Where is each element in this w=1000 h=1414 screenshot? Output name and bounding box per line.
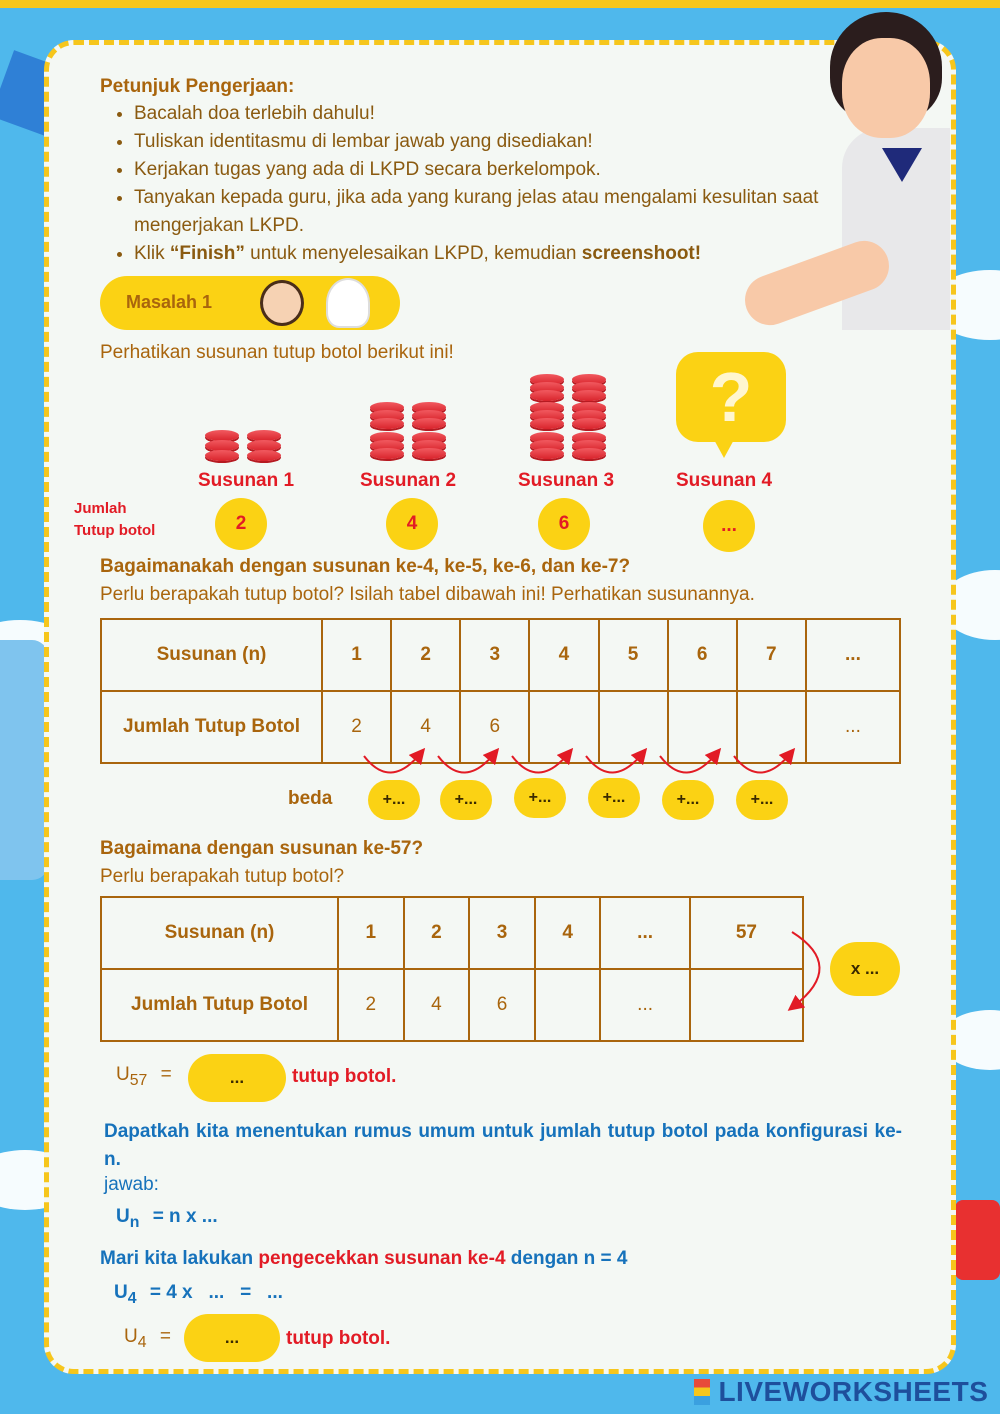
boy-avatar: [260, 280, 304, 326]
q2-table: [100, 896, 804, 1042]
q2-subtext: Perlu berapakah tutup botol?: [100, 866, 345, 887]
instruction-item: • Bacalah doa terlebih dahulu!: [134, 100, 924, 128]
bottle-caps-arrangement-2: [370, 400, 460, 460]
arrow-1: [364, 754, 420, 773]
general-formula-question: Dapatkah kita menentukan rumus umum untuk jumlah tutup botol pada konfigurasi ke-n.: [104, 1121, 902, 1170]
instructions-title: Petunjuk Pengerjaan:: [100, 76, 295, 97]
table-cell: 4: [391, 691, 460, 763]
u4-formula-rhs[interactable]: = 4 x ... = ...: [149, 1282, 283, 1303]
table-cell: 2: [338, 969, 404, 1041]
table-cell: 4: [404, 969, 470, 1041]
difference-answer-field[interactable]: +...: [588, 778, 640, 818]
un-formula-rhs[interactable]: = n x ...: [152, 1206, 218, 1227]
table-cell: 2: [404, 897, 470, 969]
bottle-caps-arrangement-1: [205, 400, 295, 460]
difference-answer-field[interactable]: +...: [440, 780, 492, 820]
u4-result-label: $U_4$ =: [124, 1326, 171, 1351]
arrow-5: [660, 754, 716, 773]
u57-unit: tutup botol.: [292, 1066, 397, 1087]
girl-avatar: [326, 278, 370, 328]
count-badge: 2: [215, 498, 267, 550]
count-answer-field[interactable]: ...: [703, 500, 755, 552]
check-instruction: Mari kita lakukan pengecekkan susunan ke-4 dengan n = 4: [100, 1248, 628, 1269]
table-cell: 5: [599, 619, 668, 691]
count-badge: 4: [386, 498, 438, 550]
table-cell: 7: [737, 619, 806, 691]
u4-unit: tutup botol.: [286, 1328, 391, 1349]
table-cell: 4: [529, 619, 598, 691]
robot-decoration: [0, 640, 48, 880]
answer-label: jawab:: [104, 1174, 159, 1195]
problem-label-pill: [100, 276, 400, 330]
row-header: Jumlah Tutup Botol: [101, 691, 322, 763]
q2-heading: Bagaimana dengan susunan ke-57?: [100, 838, 424, 859]
table-cell: 57: [690, 897, 803, 969]
u4-answer-field[interactable]: ...: [184, 1314, 280, 1362]
instruction-item: • Tanyakan kepada guru, jika ada yang kurang jelas atau mengalami kesulitan saat mengerjakan LKPD.: [134, 184, 924, 240]
arrow-4: [586, 754, 642, 773]
count-row-label: Jumlah Tutup botol: [74, 500, 156, 539]
arrangement-label: Susunan 1: [198, 470, 295, 491]
multiplier-arrow: [786, 926, 836, 1016]
q1-subtext: Perlu berapakah tutup botol? Isilah tabel dibawah ini! Perhatikan susunannya.: [100, 584, 755, 605]
table-cell: 6: [668, 619, 737, 691]
u4-formula: $U_4 = 4$ x ... = ...: [114, 1282, 283, 1307]
logo-mark-icon: [694, 1379, 710, 1405]
table-cell: ...: [600, 969, 689, 1041]
table-cell: 3: [469, 897, 535, 969]
q1-table: [100, 618, 901, 764]
arrangement-label: Susunan 3: [518, 470, 615, 491]
screenshot-keyword: screenshoot!: [581, 243, 702, 264]
difference-label: beda: [288, 788, 333, 809]
row-header: Jumlah Tutup Botol: [101, 969, 338, 1041]
row-header: Susunan (n): [101, 619, 322, 691]
multiplier-answer-field[interactable]: x ...: [830, 942, 900, 996]
u57-label: $U_{57}$ =: [116, 1064, 172, 1089]
problem-intro: Perhatikan susunan tutup botol berikut ini!: [100, 342, 454, 363]
arrangement-label: Susunan 4: [676, 470, 773, 491]
table-cell: 6: [469, 969, 535, 1041]
instruction-item: • Tuliskan identitasmu di lembar jawab yang disediakan!: [134, 128, 924, 156]
liveworksheets-logo: LIVEWORKSHEETS: [694, 1376, 988, 1408]
problem-label: Masalah 1: [126, 292, 213, 312]
table-cell: 1: [322, 619, 391, 691]
table-cell: 2: [391, 619, 460, 691]
finish-keyword: “Finish”: [169, 243, 245, 264]
arrangement-label: Susunan 2: [360, 470, 457, 491]
table-cell: 1: [338, 897, 404, 969]
instruction-item: • Kerjakan tugas yang ada di LKPD secara berkelompok.: [134, 156, 924, 184]
bottle-caps-arrangement-3: [530, 370, 620, 460]
pencil-decoration: [0, 0, 1000, 8]
difference-answer-field[interactable]: +...: [514, 778, 566, 818]
row-header: Susunan (n): [101, 897, 338, 969]
difference-answer-field[interactable]: +...: [662, 780, 714, 820]
blocks-decoration: [955, 1200, 1000, 1280]
answer-cell[interactable]: [535, 969, 601, 1041]
table-cell: 2: [322, 691, 391, 763]
q1-heading: Bagaimanakah dengan susunan ke-4, ke-5, ke-6, dan ke-7?: [100, 556, 631, 577]
arrow-6: [734, 754, 790, 773]
u57-answer-field[interactable]: ...: [188, 1054, 286, 1102]
arrow-3: [512, 754, 568, 773]
difference-answer-field[interactable]: +...: [736, 780, 788, 820]
arrow-2: [438, 754, 494, 773]
difference-answer-field[interactable]: +...: [368, 780, 420, 820]
un-formula: $U_n = n$ x ...: [116, 1206, 218, 1231]
table-cell: ...: [600, 897, 689, 969]
table-cell: 4: [535, 897, 601, 969]
teacher-illustration: [742, 8, 950, 330]
table-cell: 6: [460, 691, 529, 763]
table-cell: ...: [806, 619, 900, 691]
table-cell: ...: [806, 691, 900, 763]
count-badge: 6: [538, 498, 590, 550]
table-cell: 3: [460, 619, 529, 691]
question-bubble-icon: ?: [676, 352, 786, 442]
instruction-item: • Klik “Finish” untuk menyelesaikan LKPD, kemudian screenshoot!: [134, 240, 924, 268]
difference-arrows: [350, 744, 810, 784]
